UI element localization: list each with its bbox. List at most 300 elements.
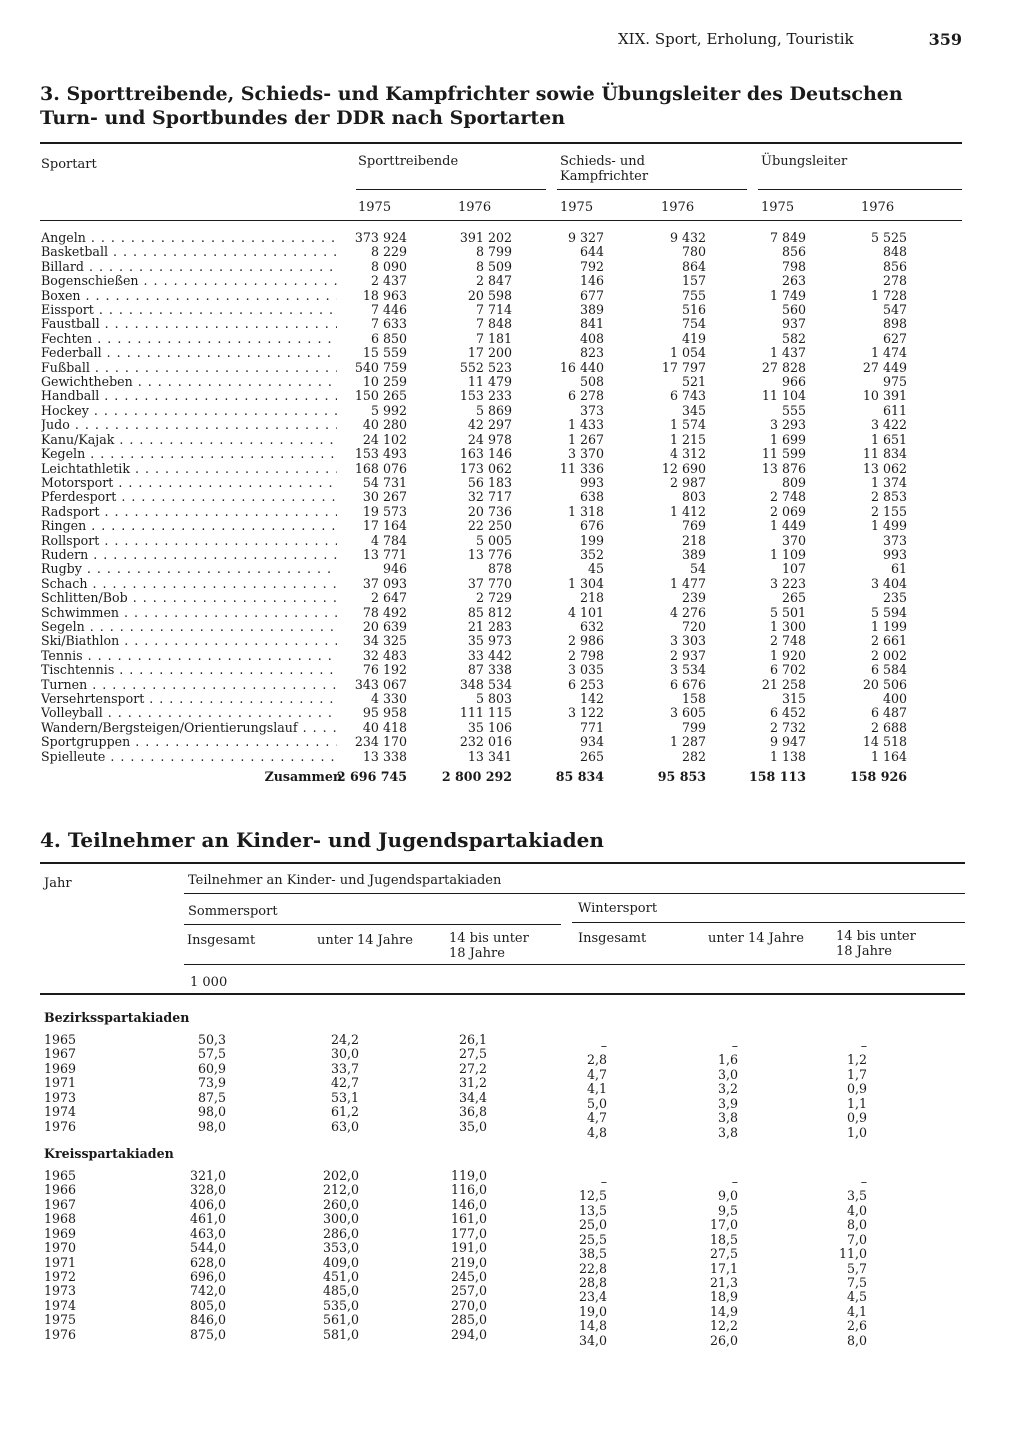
table-cell: 7 848 (475, 316, 512, 332)
table-cell: 644 (579, 244, 604, 260)
table-cell: 18,5 (709, 1231, 738, 1247)
table-cell: 373 924 (354, 230, 407, 245)
table3-year-1975-c: 1975 (761, 200, 795, 215)
table-cell: 22 250 (467, 518, 512, 534)
table-cell: 14,9 (709, 1303, 738, 1319)
table3-year-1976-a: 1976 (458, 200, 492, 215)
table-cell: 3 303 (669, 633, 706, 649)
sport-name: Boxen . . . (41, 289, 337, 303)
table-cell: 61 (890, 561, 907, 577)
table-cell: 3,8 (717, 1110, 738, 1126)
table4-header-rule (184, 893, 965, 894)
year-cell: 1975 (44, 1312, 77, 1328)
table-cell: 286,0 (322, 1225, 359, 1241)
table-cell: 1 920 (769, 647, 806, 663)
table-cell: 1 412 (669, 503, 706, 519)
page-number: 359 (928, 30, 962, 49)
table3-group-rule-2 (557, 189, 747, 190)
table-cell: 34,4 (458, 1089, 487, 1105)
table-cell: 560 (781, 302, 806, 318)
table-cell: 218 (681, 532, 706, 548)
year-cell: 1973 (44, 1089, 77, 1105)
table-cell: 260,0 (322, 1196, 359, 1212)
table-cell: 389 (579, 302, 604, 318)
table-cell: 191,0 (450, 1240, 487, 1256)
table-cell: 73,9 (197, 1075, 226, 1091)
table-cell: 53,1 (330, 1089, 359, 1105)
year-cell: 1976 (44, 1118, 77, 1134)
table-cell: 841 (579, 316, 604, 332)
table-cell: 677 (579, 287, 604, 303)
sport-name: Turnen . . . (41, 678, 337, 692)
table-cell: 13 876 (761, 460, 806, 476)
table-cell: 2 986 (567, 633, 604, 649)
table-cell: 485,0 (322, 1283, 359, 1299)
table-row (0, 346, 1024, 360)
table-cell: 4 101 (567, 604, 604, 620)
table-cell: 57,5 (197, 1046, 226, 1062)
table-cell: 15 559 (362, 345, 407, 361)
year-cell: 1969 (44, 1060, 77, 1076)
table-cell: 4,7 (586, 1066, 607, 1082)
table-cell: 3,0 (717, 1066, 738, 1082)
table-cell: 946 (382, 561, 407, 577)
table-cell: 22,8 (578, 1260, 607, 1276)
table-row (0, 577, 1024, 591)
table-cell: 540 759 (354, 359, 407, 375)
table-cell: 27,5 (709, 1246, 738, 1262)
table-cell: 16 440 (559, 359, 604, 375)
table-cell: 792 (579, 258, 604, 274)
table-cell: 561,0 (322, 1312, 359, 1328)
table-cell: 265 (781, 590, 806, 606)
table-cell: 755 (681, 287, 706, 303)
table3-header-rule (40, 220, 962, 221)
sport-name: Volleyball . . . (41, 706, 337, 720)
table-cell: 3 223 (769, 575, 806, 591)
sport-name: Ski/Biathlon . . . (41, 634, 337, 648)
table-cell: 35,0 (458, 1118, 487, 1134)
year-cell: 1969 (44, 1225, 77, 1241)
table-row (0, 289, 1024, 303)
table-cell: 11 336 (559, 460, 604, 476)
table-cell: 119,0 (450, 1168, 487, 1183)
table-cell: 4 276 (669, 604, 706, 620)
table-cell: 18,9 (709, 1289, 738, 1305)
table-row (0, 634, 1024, 648)
table-cell: 245,0 (450, 1268, 487, 1284)
table-cell: 2 937 (669, 647, 706, 663)
sport-name: Hockey . . . (41, 404, 337, 418)
table-cell: 771 (579, 719, 604, 735)
table-cell: 1 449 (769, 518, 806, 534)
table-row (0, 231, 1024, 245)
table-cell: 21,3 (709, 1274, 738, 1290)
table-row (0, 591, 1024, 605)
sport-name: Rugby . . . (41, 562, 337, 576)
table-cell: 146,0 (450, 1196, 487, 1212)
sport-name: Federball . . . (41, 346, 337, 360)
table-cell: 1 749 (769, 287, 806, 303)
table-cell: 234 170 (354, 734, 407, 750)
table-cell: – (731, 1038, 738, 1053)
table-cell: 353,0 (322, 1240, 359, 1256)
sport-name: Eissport . . . (41, 303, 337, 317)
table-cell: 10 259 (362, 374, 407, 390)
table4-unit: 1 000 (190, 975, 228, 990)
table-row (0, 245, 1024, 259)
table-cell: 40 418 (362, 719, 407, 735)
table-cell: 12 690 (661, 460, 706, 476)
table-cell: 345 (681, 402, 706, 418)
sport-name: Radsport . . . (41, 505, 337, 519)
table-cell: 270,0 (450, 1297, 487, 1313)
table4-sub-rule (184, 964, 965, 965)
table-cell: 6 850 (370, 330, 407, 346)
table-cell: 33,7 (330, 1060, 359, 1076)
year-cell: 1974 (44, 1297, 77, 1313)
table-cell: 76 192 (362, 662, 407, 678)
table-cell: 1 215 (669, 431, 706, 447)
table4-sommersport: Sommersport (188, 904, 278, 919)
sport-name: Billard . . . (41, 260, 337, 274)
table-cell: 4,1 (846, 1303, 867, 1319)
table-cell: 25,0 (578, 1217, 607, 1233)
table-cell: 552 523 (459, 359, 512, 375)
table-cell: 85 812 (467, 604, 512, 620)
table-cell: 408 (579, 330, 604, 346)
table-cell: 638 (579, 489, 604, 505)
table-cell: 1 474 (870, 345, 907, 361)
sport-name: Gewichtheben . . . (41, 375, 337, 389)
table3-total-value: 2 800 292 (441, 769, 512, 784)
table-cell: 7 633 (370, 316, 407, 332)
year-cell: 1973 (44, 1283, 77, 1299)
table-cell: 150 265 (354, 388, 407, 404)
table-row (0, 606, 1024, 620)
table-cell: 3,9 (717, 1095, 738, 1111)
table-cell: 212,0 (322, 1182, 359, 1198)
table-cell: 508 (579, 374, 604, 390)
table-cell: 993 (882, 546, 907, 562)
sport-name: Ringen . . . (41, 519, 337, 533)
table4-sub-unter14: unter 14 Jahre (317, 933, 413, 948)
table-cell: 1,7 (846, 1066, 867, 1082)
table-cell: 27 828 (761, 359, 806, 375)
table-cell: 98,0 (197, 1118, 226, 1134)
table-cell: 934 (579, 734, 604, 750)
year-cell: 1967 (44, 1196, 77, 1212)
table-cell: 9 327 (567, 230, 604, 245)
table-cell: 389 (681, 546, 706, 562)
table-cell: 54 731 (362, 474, 407, 490)
table3-total-value: 2 696 745 (336, 769, 407, 784)
table-cell: 676 (579, 518, 604, 534)
table-cell: 300,0 (322, 1211, 359, 1227)
table-cell: – (600, 1038, 607, 1053)
table-cell: 60,9 (197, 1060, 226, 1076)
table-cell: 898 (882, 316, 907, 332)
table3-group-schiedsrichter: Schieds- und Kampfrichter (560, 154, 649, 184)
table-cell: 1 499 (870, 518, 907, 534)
table-cell: 13 776 (467, 546, 512, 562)
table-row (0, 562, 1024, 576)
table-cell: 856 (781, 244, 806, 260)
table-cell: 581,0 (322, 1326, 359, 1342)
table-row (0, 649, 1024, 663)
table4-wintersport: Wintersport (578, 901, 658, 916)
year-cell: 1974 (44, 1104, 77, 1120)
table4-header-main: Teilnehmer an Kinder- und Jugendspartakiaden (188, 873, 502, 888)
table4-top-rule (40, 862, 965, 864)
sport-name: Spielleute . . . (41, 750, 337, 764)
table-cell: 5 005 (475, 532, 512, 548)
table-cell: 2 155 (870, 503, 907, 519)
table-cell: 1,1 (846, 1095, 867, 1111)
table-cell: 798 (781, 258, 806, 274)
year-cell: 1967 (44, 1046, 77, 1062)
sport-name: Handball . . . (41, 389, 337, 403)
table3-total-value: 158 926 (850, 769, 907, 784)
table-cell: 56 183 (467, 474, 512, 490)
table-cell: 17,1 (709, 1260, 738, 1276)
year-cell: 1968 (44, 1211, 77, 1227)
sport-name: Leichtathletik . . . (41, 462, 337, 476)
table-cell: 153 233 (459, 388, 512, 404)
table-cell: 19,0 (578, 1303, 607, 1319)
sport-name: Wandern/Bergsteigen/Orientierungslauf . . . (41, 721, 337, 735)
table-cell: 9 947 (769, 734, 806, 750)
table-cell: 406,0 (189, 1196, 226, 1212)
table-cell: 1 300 (769, 618, 806, 634)
table-cell: 742,0 (189, 1283, 226, 1299)
table-cell: 11 479 (467, 374, 512, 390)
table-row (0, 389, 1024, 403)
table-cell: 30 267 (362, 489, 407, 505)
table-cell: 864 (681, 258, 706, 274)
running-title: XIX. Sport, Erholung, Touristik (618, 30, 854, 48)
table-cell: 4 312 (669, 446, 706, 462)
table-cell: 107 (781, 561, 806, 577)
table-cell: 8 509 (475, 258, 512, 274)
table-cell: 1 267 (567, 431, 604, 447)
table4-winter-rule (572, 922, 965, 923)
table-cell: 278 (882, 273, 907, 289)
table-cell: 6 676 (669, 676, 706, 692)
table3-group-uebungsleiter: Übungsleiter (761, 154, 848, 169)
table-cell: 3 370 (567, 446, 604, 462)
table-cell: 42,7 (330, 1075, 359, 1091)
table4-sub-insgesamt-winter: Insgesamt (578, 931, 647, 946)
table-cell: 5,7 (846, 1260, 867, 1276)
table-row (0, 260, 1024, 274)
table-cell: 803 (681, 489, 706, 505)
table-row (0, 447, 1024, 461)
table-cell: 11 104 (761, 388, 806, 404)
table-cell: 6 702 (769, 662, 806, 678)
table-cell: 463,0 (189, 1225, 226, 1241)
table-row (0, 462, 1024, 476)
table-row (0, 505, 1024, 519)
table-cell: 87 338 (467, 662, 512, 678)
year-cell: 1966 (44, 1182, 77, 1198)
table-cell: 1 199 (870, 618, 907, 634)
table-cell: 54 (689, 561, 706, 577)
table-cell: 24,2 (330, 1032, 359, 1047)
table4-sub-14bis18: 14 bis unter 18 Jahre (449, 931, 529, 961)
table-cell: 516 (681, 302, 706, 318)
table-cell: 3 122 (567, 705, 604, 721)
table-cell: 111 115 (459, 705, 512, 721)
table-cell: 235 (882, 590, 907, 606)
table-cell: 30,0 (330, 1046, 359, 1062)
table-row (0, 692, 1024, 706)
table-cell: 1 699 (769, 431, 806, 447)
table-cell: 17,0 (709, 1217, 738, 1233)
table-row (0, 375, 1024, 389)
table-cell: 35 106 (467, 719, 512, 735)
table-cell: 163 146 (459, 446, 512, 462)
table-cell: 19 573 (362, 503, 407, 519)
year-cell: 1965 (44, 1168, 77, 1183)
table-cell: 25,5 (578, 1231, 607, 1247)
table-cell: 3 422 (870, 417, 907, 433)
table-cell: 696,0 (189, 1268, 226, 1284)
table-row (0, 476, 1024, 490)
table-cell: 1 054 (669, 345, 706, 361)
table-cell: 23,4 (578, 1289, 607, 1305)
table-cell: 769 (681, 518, 706, 534)
table-cell: 8 799 (475, 244, 512, 260)
table-cell: 14 518 (862, 734, 907, 750)
table-cell: 7 181 (475, 330, 512, 346)
table-cell: 31,2 (458, 1075, 487, 1091)
table4-sub-insgesamt: Insgesamt (187, 933, 256, 948)
table3-total-value: 85 834 (555, 769, 604, 784)
table-cell: 315 (781, 691, 806, 706)
table-row (0, 519, 1024, 533)
table-cell: 1 287 (669, 734, 706, 750)
table-cell: 544,0 (189, 1240, 226, 1256)
table-cell: 627 (882, 330, 907, 346)
table-cell: 173 062 (459, 460, 512, 476)
table-cell: 993 (579, 474, 604, 490)
table-cell: 720 (681, 618, 706, 634)
sport-name: Motorsport . . . (41, 476, 337, 490)
table-cell: 856 (882, 258, 907, 274)
table-cell: 142 (579, 691, 604, 706)
table-cell: 219,0 (450, 1254, 487, 1270)
table-cell: 2 847 (475, 273, 512, 289)
table-cell: 116,0 (450, 1182, 487, 1198)
table-cell: 0,9 (846, 1110, 867, 1126)
table-cell: 32 717 (467, 489, 512, 505)
table3-group-rule-1 (356, 189, 546, 190)
table-cell: 4,0 (846, 1202, 867, 1218)
table-cell: 848 (882, 244, 907, 260)
table-cell: 1 433 (567, 417, 604, 433)
table-cell: 632 (579, 618, 604, 634)
table-cell: 63,0 (330, 1118, 359, 1134)
table-cell: 521 (681, 374, 706, 390)
table-cell: 9 432 (669, 230, 706, 245)
table-cell: 26,0 (709, 1332, 738, 1348)
sport-name: Bogenschießen . . . (41, 274, 337, 288)
sport-name: Kegeln . . . (41, 447, 337, 461)
table-row (0, 433, 1024, 447)
table-row (0, 548, 1024, 562)
table-cell: 805,0 (189, 1297, 226, 1313)
table-cell: 1 477 (669, 575, 706, 591)
table-cell: 37 093 (362, 575, 407, 591)
table-cell: 1 318 (567, 503, 604, 519)
table4-unit-rule (40, 993, 965, 995)
table-cell: 27,2 (458, 1060, 487, 1076)
table-cell: 13 341 (467, 748, 512, 764)
table-cell: 966 (781, 374, 806, 390)
table-cell: 34,0 (578, 1332, 607, 1348)
sport-name: Rollsport . . . (41, 534, 337, 548)
table-cell: 27,5 (458, 1046, 487, 1062)
year-cell: 1971 (44, 1254, 77, 1270)
table-cell: 875,0 (189, 1326, 226, 1342)
table-row (0, 332, 1024, 346)
table-cell: 370 (781, 532, 806, 548)
table-cell: 373 (579, 402, 604, 418)
table-cell: 5,0 (586, 1095, 607, 1111)
year-cell: 1971 (44, 1075, 77, 1091)
table-cell: 37 770 (467, 575, 512, 591)
sport-name: Faustball . . . (41, 317, 337, 331)
table-cell: 8,0 (846, 1332, 867, 1348)
table3-title: 3. Sporttreibende, Schieds- und Kampfrichter sowie Übungsleiter des Deutschen Turn- und Sportbundes der DDR nach Sportarten (40, 83, 903, 129)
year-cell: 1965 (44, 1032, 77, 1047)
table-cell: 7 714 (475, 302, 512, 318)
table-cell: 6 253 (567, 676, 604, 692)
table-cell: 2 798 (567, 647, 604, 663)
table-cell: 611 (882, 402, 907, 418)
sport-name: Pferdesport . . . (41, 490, 337, 504)
table-cell: 28,8 (578, 1274, 607, 1290)
table-row (0, 735, 1024, 749)
table-cell: 878 (487, 561, 512, 577)
table-cell: – (731, 1174, 738, 1189)
table-cell: 1 304 (567, 575, 604, 591)
table-row (0, 361, 1024, 375)
table-row (0, 706, 1024, 720)
table-row (0, 620, 1024, 634)
table-cell: 257,0 (450, 1283, 487, 1299)
table-cell: 1,6 (717, 1052, 738, 1068)
group-heading: Bezirksspartakiaden (44, 1010, 190, 1025)
table-cell: 24 102 (362, 431, 407, 447)
table-cell: 2 732 (769, 719, 806, 735)
table-cell: 98,0 (197, 1104, 226, 1120)
table-cell: 3 293 (769, 417, 806, 433)
table-cell: 8,0 (846, 1217, 867, 1233)
table-row (0, 1032, 1024, 1053)
table-cell: 7,0 (846, 1231, 867, 1247)
sport-name: Tischtennis . . . (41, 663, 337, 677)
table-cell: 2 853 (870, 489, 907, 505)
table-cell: 328,0 (189, 1182, 226, 1198)
table-cell: 27 449 (862, 359, 907, 375)
table-row (0, 418, 1024, 432)
table-cell: 45 (587, 561, 604, 577)
table3-year-1975-a: 1975 (358, 200, 392, 215)
table-cell: 3,8 (717, 1124, 738, 1140)
table-cell: 846,0 (189, 1312, 226, 1328)
